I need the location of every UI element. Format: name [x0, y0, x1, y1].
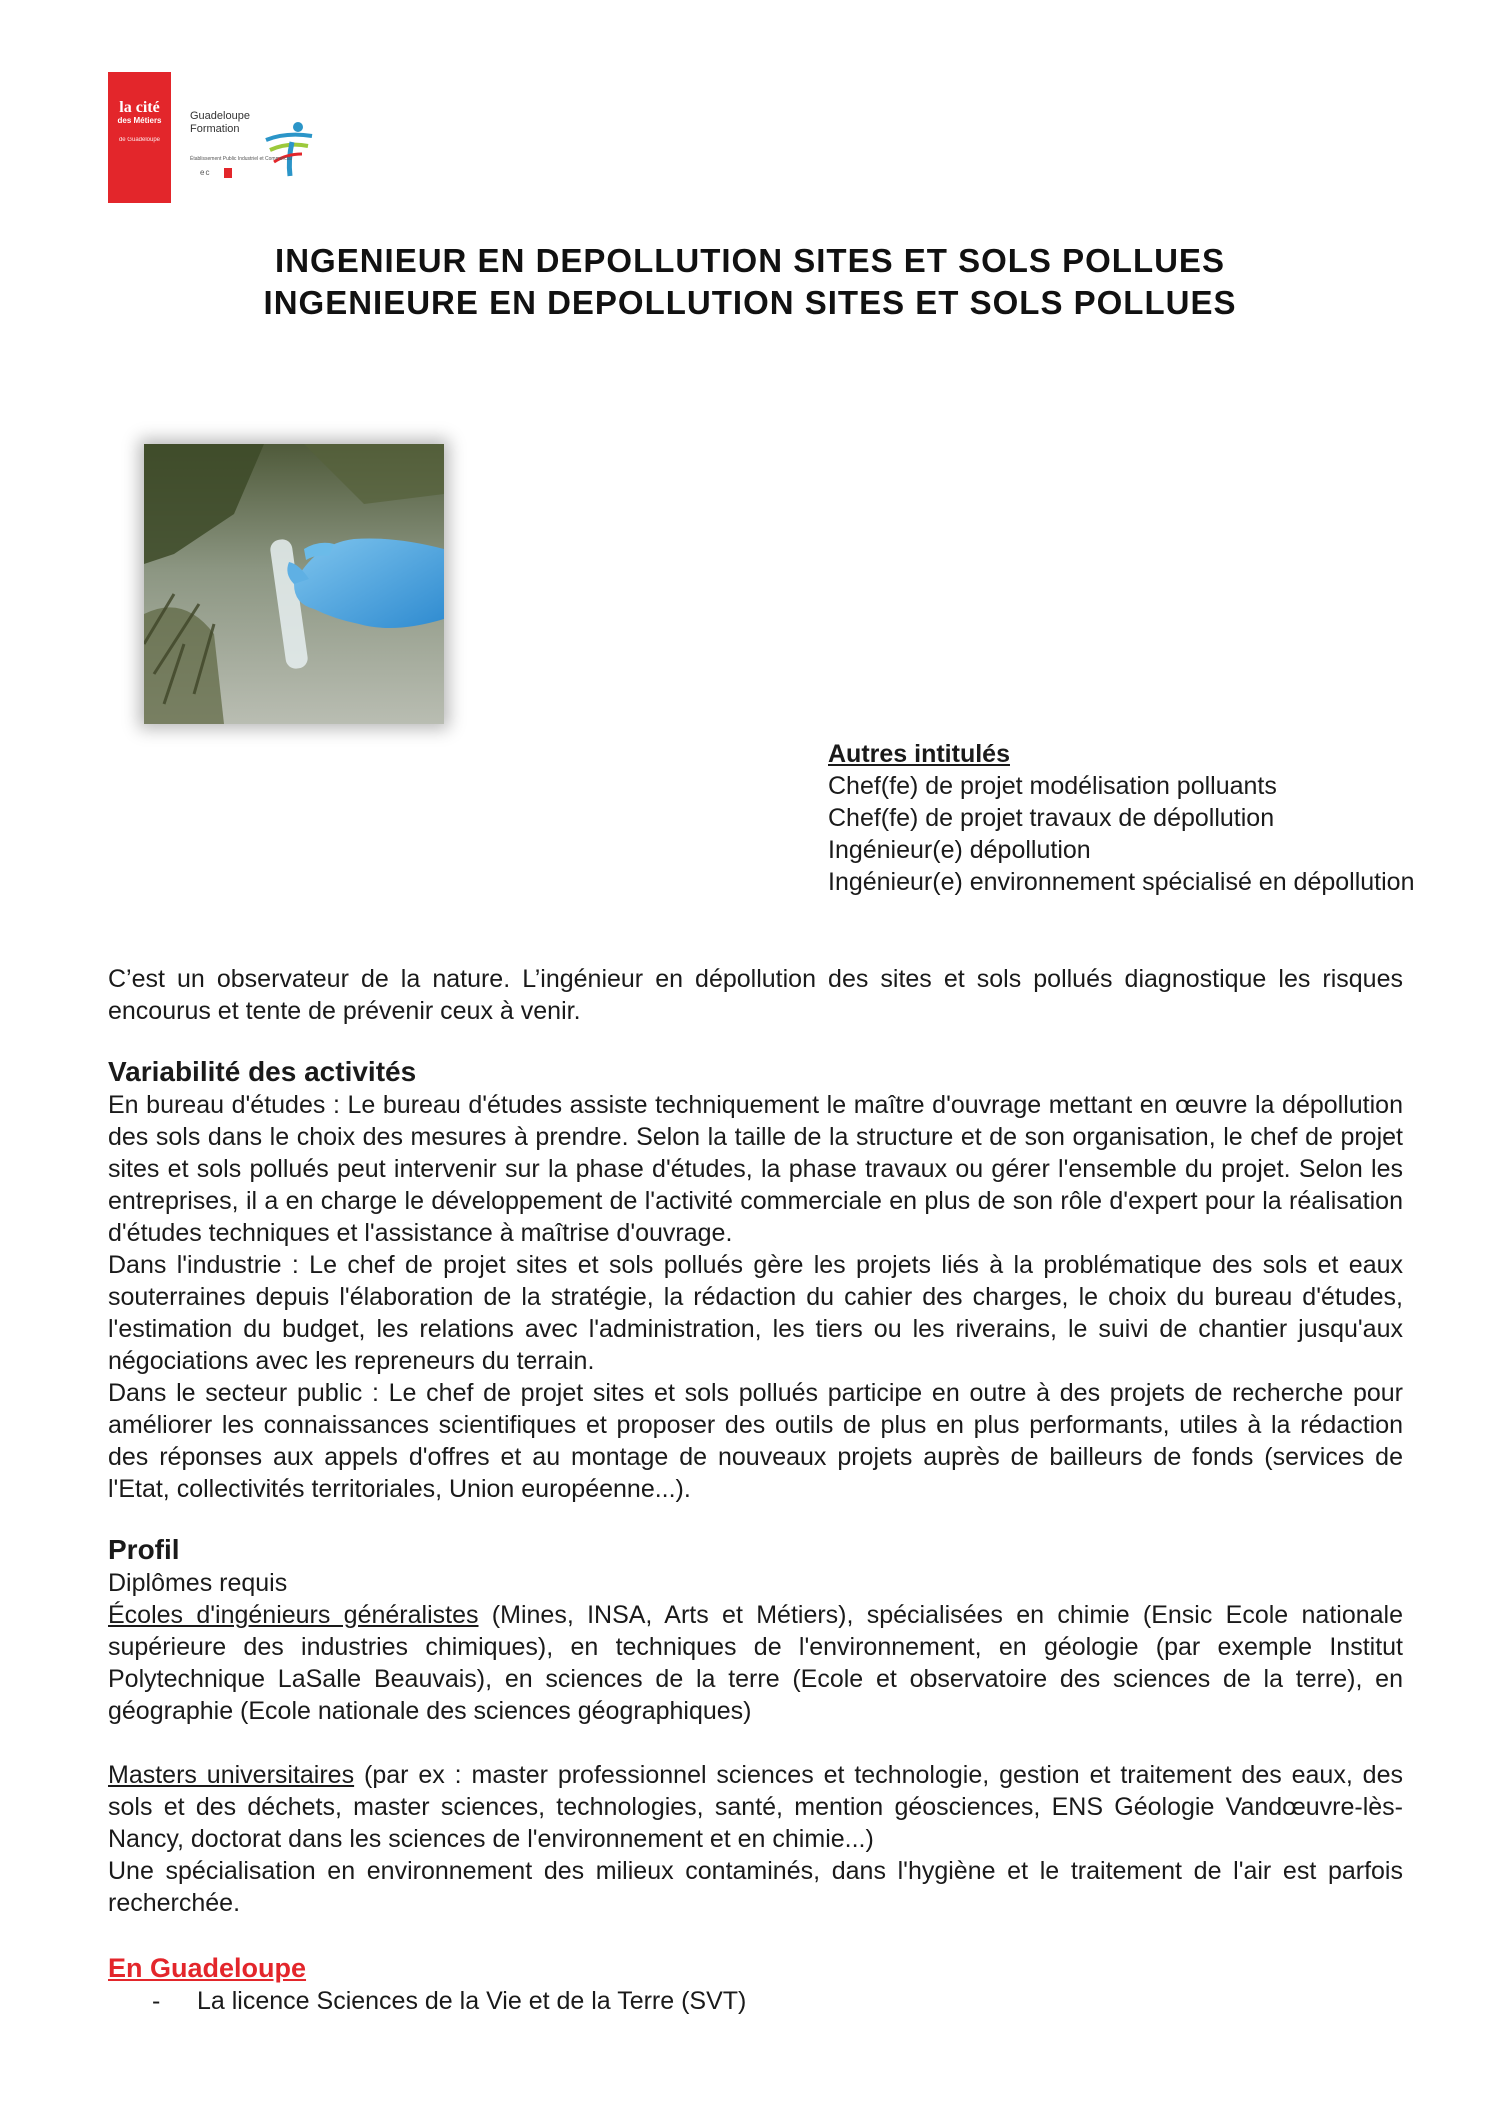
masters-text: (par ex : master professionnel sciences et technologie, gestion et traitement des eaux, des sols et des déchets, master sciences, technologies, santé, mention géosciences, ENS Géologie Vandœuvre-lès-Nancy, doctorat dans les sciences de l'environnement et en chimie...) — [108, 1761, 1403, 1853]
water-sample-image — [144, 444, 444, 724]
logo-line: de Guadeloupe — [118, 137, 161, 143]
autres-intitules-heading: Autres intitulés — [828, 740, 1010, 768]
autres-intitules — [828, 738, 1428, 898]
paragraph-gap — [108, 1919, 1403, 1951]
ecoles-text: (Mines, INSA, Arts et Métiers), spécialisées en chimie (Ensic Ecole nationale supérieure des industries chimiques), en techniques de l'environnement, en géologie (par exemple Institut Polytechnique LaSalle Beauvais), en sciences de la terre (Ecole et observatoire des sciences de la terre), en géographie (Ecole nationale des sciences géographiques) — [108, 1601, 1403, 1725]
guadeloupe-formation-logo — [186, 106, 316, 196]
list-item — [152, 1985, 1403, 2017]
logo-line: Formation — [190, 123, 240, 135]
list-dash: - — [152, 1987, 161, 2015]
page-title — [0, 240, 1500, 324]
intro-paragraph: C’est un observateur de la nature. L’ingénieur en dépollution des sites et sols pollués diagnostique les risques encourus et tente de prévenir ceux à venir. — [108, 965, 1403, 1025]
profil-heading: Profil — [108, 1534, 180, 1565]
title-line-1: INGENIEUR EN DEPOLLUTION SITES ET SOLS POLLUES — [275, 242, 1225, 279]
document-body — [108, 963, 1403, 2017]
ecoles-link[interactable]: Écoles d'ingénieurs généralistes — [108, 1601, 479, 1629]
diplomes-label: Diplômes requis — [108, 1569, 288, 1597]
logo-line: des Métiers — [117, 116, 162, 125]
masters-paragraph — [108, 1759, 1403, 1855]
ec-badge: ec — [200, 168, 211, 178]
logo-subtitle: Établissement Public Industriel et Commercial — [190, 156, 292, 162]
masters-link[interactable]: Masters universitaires — [108, 1761, 355, 1789]
ecoles-paragraph — [108, 1599, 1403, 1727]
specialisation-paragraph: Une spécialisation en environnement des milieux contaminés, dans l'hygiène et le traitement de l'air est parfois recherchée. — [108, 1857, 1403, 1917]
sampling-photo — [144, 444, 444, 724]
runner-icon — [264, 120, 314, 180]
paragraph-gap — [108, 1727, 1403, 1759]
variabilite-heading: Variabilité des activités — [108, 1056, 417, 1087]
red-badge-icon — [224, 168, 232, 178]
autres-intitules-item: Chef(fe) de projet modélisation polluants — [828, 772, 1277, 800]
logo-badges — [200, 168, 232, 178]
logo-line: la cité — [119, 99, 160, 116]
variabilite-industrie-paragraph: Dans l'industrie : Le chef de projet sites et sols pollués gère les projets liés à la problématique des sols et eaux souterraines depuis l'élaboration de la stratégie, la rédaction du cahier des charges, le choix du bureau d'études, l'estimation du budget, les relations avec l'administration, les tiers ou les riverains, le suivi de chantier jusqu'aux négociations avec les repreneurs du terrain. — [108, 1251, 1403, 1375]
variabilite-public-paragraph: Dans le secteur public : Le chef de projet sites et sols pollués participe en outre à des projets de recherche pour améliorer les connaissances scientifiques et proposer des outils de plus en plus performants, utiles à la rédaction des réponses aux appels d'offres et au montage de nouveaux projets auprès de bailleurs de fonds (services de l'Etat, collectivités territoriales, Union européenne...). — [108, 1379, 1403, 1503]
cite-des-metiers-logo — [108, 72, 171, 203]
autres-intitules-item: Ingénieur(e) dépollution — [828, 836, 1091, 864]
logo-text — [190, 110, 250, 136]
list-item-text: La licence Sciences de la Vie et de la Terre (SVT) — [197, 1987, 747, 2015]
logo-line: Guadeloupe — [190, 110, 250, 122]
en-guadeloupe-heading: En Guadeloupe — [108, 1953, 307, 1983]
autres-intitules-item: Ingénieur(e) environnement spécialisé en dépollution — [828, 868, 1415, 896]
title-line-2: INGENIEURE EN DEPOLLUTION SITES ET SOLS POLLUES — [263, 284, 1237, 321]
autres-intitules-item: Chef(fe) de projet travaux de dépollution — [828, 804, 1275, 832]
variabilite-bureau-paragraph: En bureau d'études : Le bureau d'études assiste techniquement le maître d'ouvrage mettant en œuvre la dépollution des sols dans le choix des mesures à prendre. Selon la taille de la structure et de son organisation, le chef de projet sites et sols pollués peut intervenir sur la phase d'études, la phase travaux ou gérer l'ensemble du projet. Selon les entreprises, il a en charge le développement de l'activité commerciale en plus de son rôle d'expert pour la réalisation d'études techniques et l'assistance à maîtrise d'ouvrage. — [108, 1091, 1403, 1247]
